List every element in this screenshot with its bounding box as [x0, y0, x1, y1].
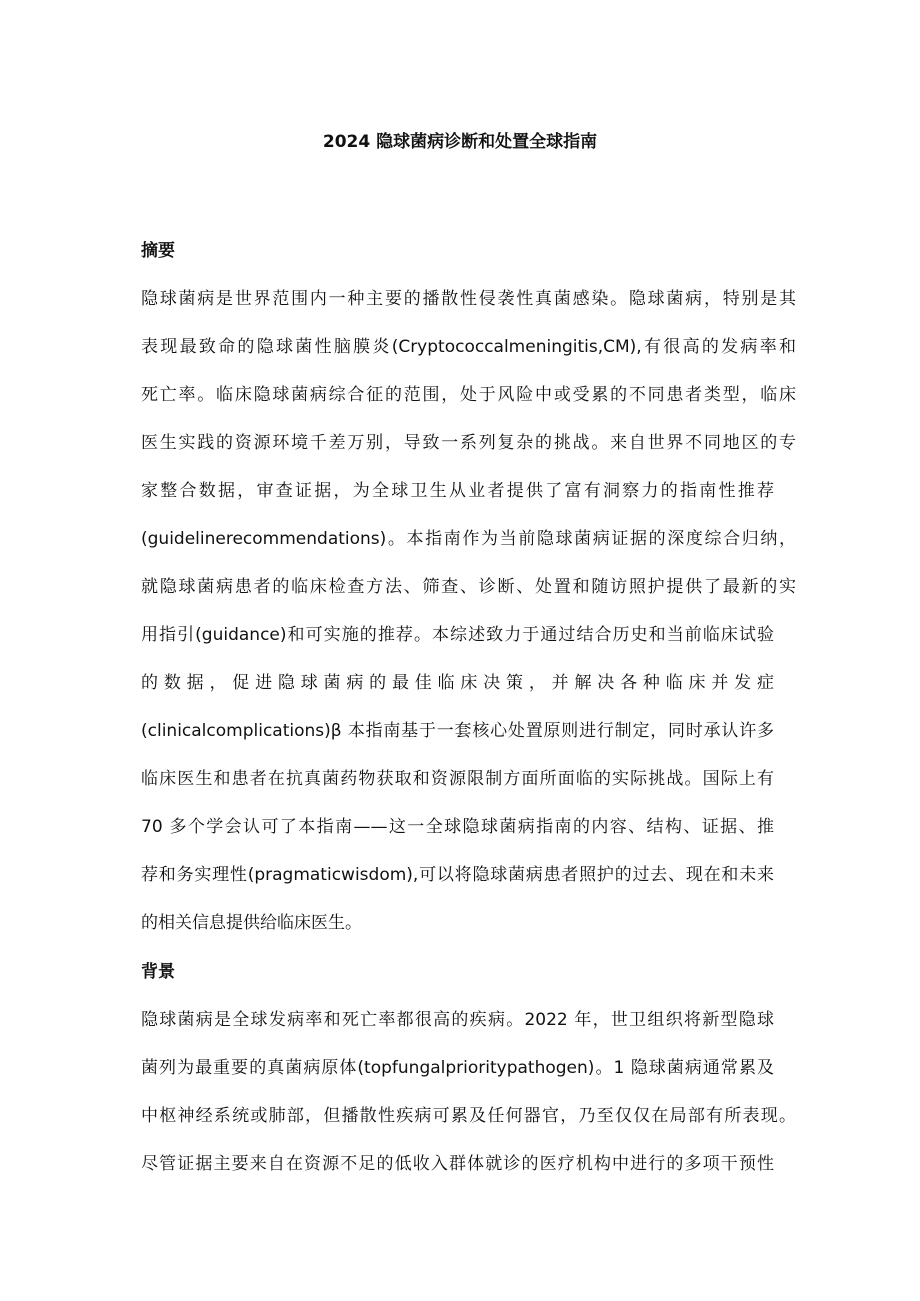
background-line: 中枢神经系统或肺部，但播散性疾病可累及任何器官，乃至仅仅在局部有所表现。 — [141, 1106, 796, 1126]
abstract-line: 的 数 据 ， 促 进 隐 球 菌 病 的 最 佳 临 床 决 策 ， 并 解 决 各 种 临 床 并 发 症 — [141, 673, 774, 693]
abstract-line: 就隐球菌病患者的临床检查方法、筛查、诊断、处置和随访照护提供了最新的实 — [141, 577, 796, 597]
abstract-line: (guidelinerecommendations)。本指南作为当前隐球菌病证据的深度综合归纳， — [141, 529, 796, 549]
abstract-line: 荐和务实理性(pragmaticwisdom),可以将隐球菌病患者照护的过去、现在和未来 — [141, 865, 774, 885]
abstract-line: 家整合数据，审查证据，为全球卫生从业者提供了富有洞察力的指南性推荐 — [141, 481, 774, 501]
abstract-line: 医生实践的资源环境千差万别，导致一系列复杂的挑战。来自世界不同地区的专 — [141, 433, 796, 453]
background-line: 尽管证据主要来自在资源不足的低收入群体就诊的医疗机构中进行的多项干预性 — [141, 1154, 774, 1174]
background-heading: 背景 — [141, 962, 175, 982]
abstract-heading: 摘要 — [141, 241, 175, 261]
abstract-line: 死亡率。临床隐球菌病综合征的范围，处于风险中或受累的不同患者类型，临床 — [141, 385, 796, 405]
background-line: 菌列为最重要的真菌病原体(topfungalprioritypathogen)。1 隐球菌病通常累及 — [141, 1058, 774, 1078]
background-body — [141, 996, 796, 1188]
abstract-line: 的相关信息提供给临床医生。 — [141, 913, 362, 933]
abstract-line: 临床医生和患者在抗真菌药物获取和资源限制方面所面临的实际挑战。国际上有 — [141, 769, 774, 789]
document-title: 2024 隐球菌病诊断和处置全球指南 — [322, 132, 598, 152]
background-line: 隐球菌病是全球发病率和死亡率都很高的疾病。2022 年，世卫组织将新型隐球 — [141, 1010, 774, 1030]
abstract-line: 70 多个学会认可了本指南——这一全球隐球菌病指南的内容、结构、证据、推 — [141, 817, 774, 837]
abstract-line: (clinicalcomplications)β 本指南基于一套核心处置原则进行制定，同时承认许多 — [141, 721, 774, 741]
abstract-line: 隐球菌病是世界范围内一种主要的播散性侵袭性真菌感染。隐球菌病，特别是其 — [141, 289, 796, 309]
abstract-body — [141, 275, 796, 947]
abstract-line: 用指引(guidance)和可实施的推荐。本综述致力于通过结合历史和当前临床试验 — [141, 625, 774, 645]
abstract-line: 表现最致命的隐球菌性脑膜炎(Cryptococcalmeningitis,CM),有很高的发病率和 — [141, 337, 796, 357]
